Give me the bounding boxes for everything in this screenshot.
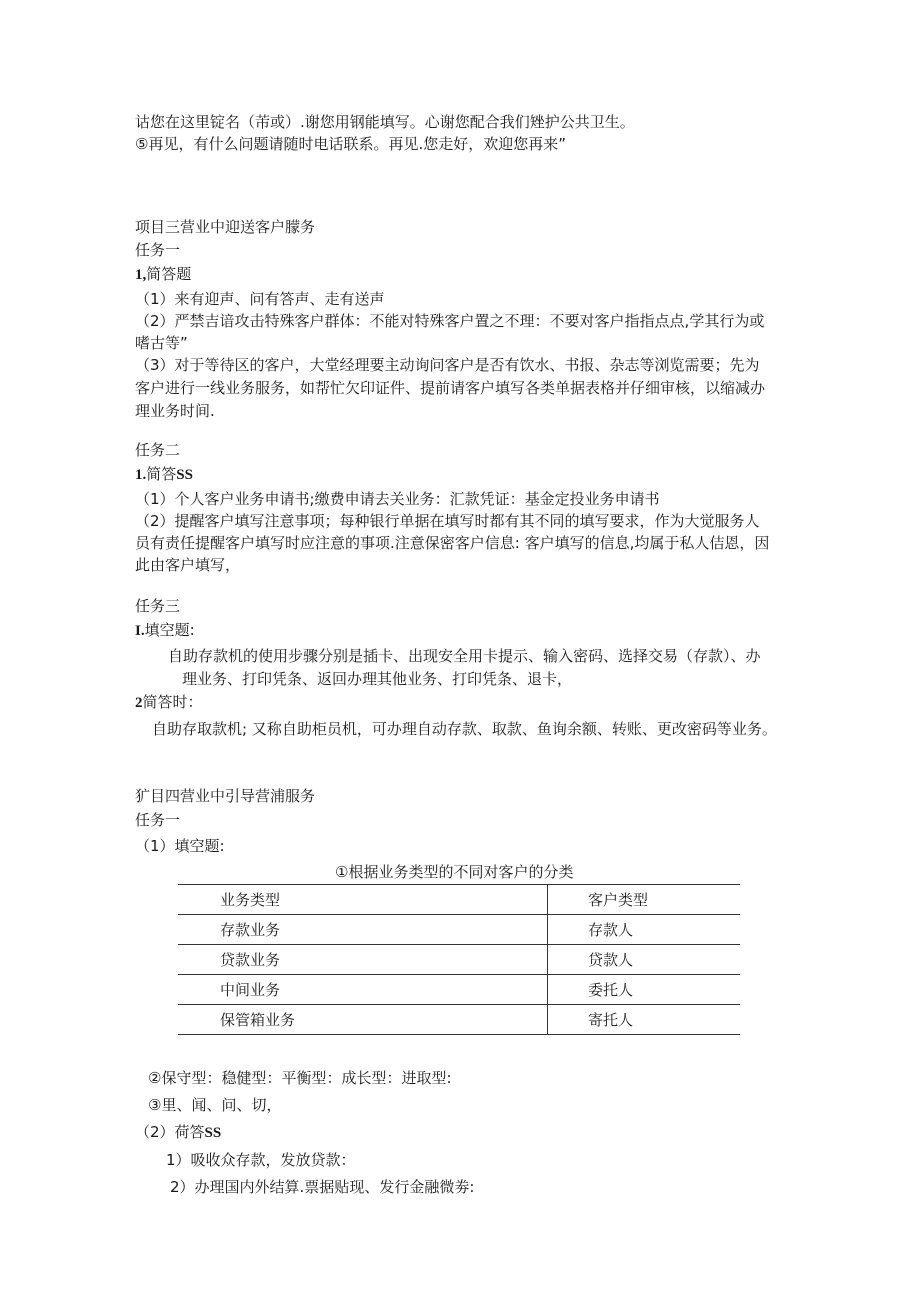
answer-line: （1）个人客户业务申请书;缴费申请去关业务：汇款凭证：基金定投业务申请书 — [135, 490, 660, 508]
question-number: 1, — [135, 267, 147, 283]
customer-classification-table — [178, 884, 740, 1035]
answer-line: ③里、闻、问、切， — [148, 1096, 282, 1114]
answer-line: 员有责任提醒客户填写时应注意的事项.注意保密客户信息: 客户填写的信息,均属于私人佶恩，因 — [135, 534, 770, 552]
answer-line: （2）严禁吉谙攻击特殊客户群体：不能对特殊客户置之不理：不要对客户指指点点,学其行为或 — [135, 312, 765, 330]
table-cell: 中间业务 — [178, 975, 548, 1005]
task-heading: 任务二 — [135, 441, 181, 459]
answer-line: （2）提醒客户填写注意事项；每种银行单据在填写时都有其不同的填写要求，作为大觉服务人 — [135, 512, 760, 530]
answer-line: 嗜古等” — [135, 334, 188, 352]
answer-line: 自助存取款机; 又称自助柜员机，可办理自动存款、取款、鱼询余额、转账、更改密码等业务。 — [152, 720, 777, 738]
question-label: 简答时： — [142, 693, 203, 711]
question-label: （2）荷答 — [135, 1123, 205, 1141]
answer-line: 理业务时间. — [135, 402, 215, 420]
question-label: 简答题 — [146, 265, 192, 283]
question-heading — [135, 463, 193, 486]
answer-line: （3）对于等待区的客户，大堂经理要主动询问客户是否有饮水、书报、杂志等浏览需要；先为 — [135, 356, 760, 374]
answer-line: 自助存款机的使用步骤分别是插卡、出现安全用卡提示、输入密码、选择交易（存款）、办 — [168, 647, 761, 665]
question-number: 2 — [135, 695, 143, 711]
question-label: 填空题: — [144, 621, 195, 639]
task-heading: 任务一 — [135, 241, 181, 259]
table-cell: 存款业务 — [178, 915, 548, 945]
table-row — [178, 1005, 740, 1035]
table-cell: 贷款业务 — [178, 945, 548, 975]
text-line: 诂您在这里锭名（芾或）.谢您用钢能填写。心谢您配合我们矬护公共卫生。 — [135, 113, 635, 131]
question-heading — [135, 1121, 221, 1144]
question-heading — [135, 691, 203, 714]
section-heading: 项目三营业中迎送客户朦务 — [135, 218, 316, 236]
table-cell: 寄托人 — [548, 1005, 741, 1035]
table-header-cell: 客户类型 — [548, 885, 741, 915]
answer-line: 客户进行一线业务服务，如帮忙欠印证件、提前请客户填写各类单据表格并仔细审核，以缩减办 — [135, 379, 766, 397]
answer-line: （1）来有迎声、问有答声、走有送声 — [135, 290, 385, 308]
section-heading: 犷目四营业中引导营浦服务 — [135, 787, 316, 805]
table-cell: 存款人 — [548, 915, 741, 945]
question-label: 简答 — [146, 465, 177, 483]
table-row — [178, 915, 740, 945]
answer-line: 此由客户填写， — [135, 556, 241, 574]
question-number: I. — [135, 623, 145, 639]
question-heading — [135, 263, 191, 286]
table-row — [178, 945, 740, 975]
table-header-row — [178, 885, 740, 915]
task-heading: 任务三 — [135, 597, 181, 615]
answer-line: 1）吸收众存款，发放贷款： — [166, 1151, 356, 1169]
question-label-tail: SS — [176, 467, 193, 483]
table-cell: 贷款人 — [548, 945, 741, 975]
question-label-tail: SS — [204, 1125, 222, 1141]
question-number: 1. — [135, 467, 147, 483]
text-line: ⑤再见，有什么问题请随时电话联系。再见.您走好，欢迎您再来” — [135, 135, 566, 153]
answer-line: 2）办理国内外结算.票据贴现、发行金融微劵: — [170, 1178, 475, 1196]
table-cell: 委托人 — [548, 975, 741, 1005]
question-heading — [135, 619, 195, 642]
table-header-cell: 业务类型 — [178, 885, 548, 915]
table-row — [178, 975, 740, 1005]
task-heading: 任务一 — [135, 811, 181, 829]
answer-line: 理业务、打印凭条、返回办理其他业务、打印凭条、退卡， — [182, 670, 573, 688]
table-title: ①根据业务类型的不同对客户的分类 — [335, 863, 574, 881]
question-heading: （1）填空题: — [135, 837, 225, 855]
answer-line: ②保守型：稳健型：平衡型：成长型：进取型: — [148, 1069, 452, 1087]
table-cell: 保管箱业务 — [178, 1005, 548, 1035]
